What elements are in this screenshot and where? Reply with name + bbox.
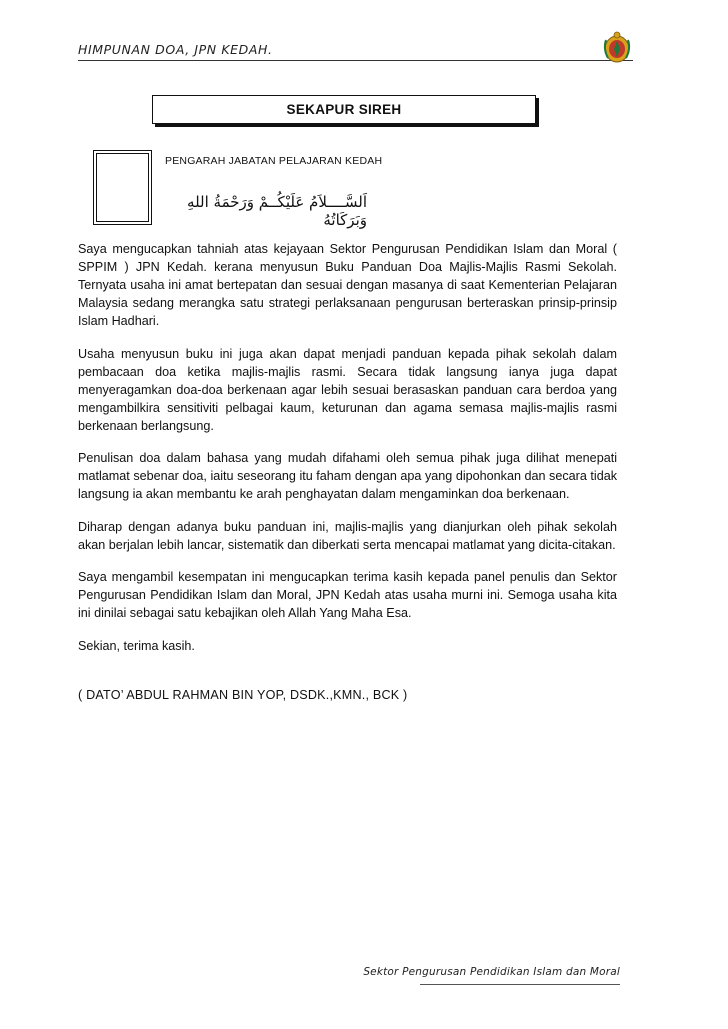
footer-divider <box>420 984 620 985</box>
position-label: PENGARAH JABATAN PELAJARAN KEDAH <box>165 155 383 167</box>
paragraph: Saya mengucapkan tahniah atas kejayaan Sektor Pengurusan Pendidikan Islam dan Moral ( SPPIM ) JPN Kedah. kerana menyusun Buku Panduan Doa Majlis-Majlis Rasmi Sekolah. Ternyata usaha ini amat bertepatan dan sesuai dengan masanya di saat Kementerian Pelajaran Malaysia sedang merangka satu strategi perlaksanaan pengurusan berteraskan prinsip-prinsip Islam Hadhari. <box>78 242 617 328</box>
arabic-greeting: اَلسَّــــلاَمُ عَلَيْكُــمْ وَرَحْمَةُ اللهِ وَبَرَكَاتُهُ <box>187 193 367 229</box>
document-header-title: HIMPUNAN DOA, JPN KEDAH. <box>78 42 273 57</box>
section-title-box <box>152 95 536 124</box>
header-divider <box>78 60 633 61</box>
kedah-crest-icon <box>600 30 634 64</box>
paragraph: Sekian, terima kasih. <box>78 638 195 653</box>
signature-name: ( DATO’ ABDUL RAHMAN BIN YOP, DSDK.,KMN., BCK ) <box>78 688 408 702</box>
letter-body <box>78 240 617 669</box>
paragraph: Saya mengambil kesempatan ini mengucapkan terima kasih kepada panel penulis dan Sektor Pengurusan Pendidikan Islam dan Moral, JPN Kedah atas usaha murni ini. Semoga usaha kita ini dinilai sebagai satu kebajikan oleh Allah Yang Maha Esa. <box>78 570 617 620</box>
paragraph: Penulisan doa dalam bahasa yang mudah difahami oleh semua pihak juga dilihat menepati matlamat sebenar doa, iaitu seseorang itu faham dengan apa yang dipohonkan dan secara tidak langsung ia akan membantu ke arah penghayatan dalam mengaminkan doa berkenaan. <box>78 451 617 501</box>
section-title: SEKAPUR SIREH <box>286 102 402 117</box>
footer-text: Sektor Pengurusan Pendidikan Islam dan Moral <box>363 966 620 978</box>
paragraph: Usaha menyusun buku ini juga akan dapat menjadi panduan kepada pihak sekolah dalam pembacaan doa ketika majlis-majlis rasmi. Secara tidak langsung ianya juga dapat menyeragamkan doa-doa berkenaan agar lebih sesuai berasaskan panduan cara berdoa yang mengambilkira sensitiviti pelbagai kaum, keturunan dan agama semasa majlis-majlis rasmi berkenaan berlangsung. <box>78 346 617 433</box>
paragraph: Diharap dengan adanya buku panduan ini, majlis-majlis yang dianjurkan oleh pihak sekolah akan berjalan lebih lancar, sistematik dan diberkati serta mencapai matlamat yang dicita-citakan. <box>78 519 617 552</box>
photo-placeholder <box>93 150 152 225</box>
